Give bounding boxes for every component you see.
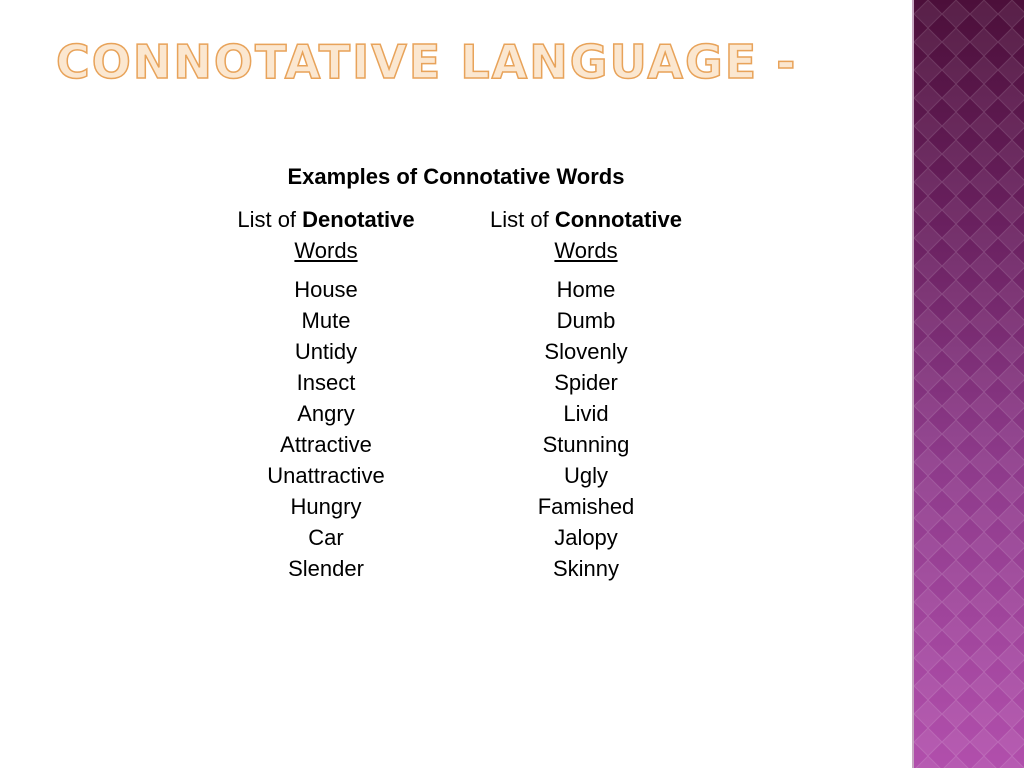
list-item: House [294,277,358,302]
decorative-side-band [912,0,1024,768]
denotative-column-header [196,204,456,266]
denotative-header-prefix: List of [237,207,303,232]
list-item: Skinny [552,556,620,581]
list-item: Insect [296,370,356,395]
diamond-pattern [914,0,1024,768]
list-item: Famished [537,494,635,519]
list-item: Dumb [556,308,616,333]
list-item: Livid [563,401,609,426]
list-item: Angry [297,401,355,426]
list-item: Attractive [280,432,372,457]
list-item: Jalopy [554,525,618,550]
list-item: Stunning [542,432,630,457]
list-item: Car [308,525,344,550]
denotative-header-suffix: Words [294,238,358,263]
connotative-word-list [456,274,716,584]
connotative-header-prefix: List of [490,207,555,232]
list-item: Spider [554,370,618,395]
denotative-column [196,204,456,584]
list-item: Hungry [290,494,362,519]
connotative-column-header [456,204,716,266]
list-item: Untidy [294,339,358,364]
denotative-header-emphasis: Denotative [302,207,415,232]
denotative-word-list [196,274,456,584]
slide-title: CONNOTATIVE LANGUAGE - [56,35,798,89]
list-item: Mute [301,308,351,333]
connotative-header-emphasis: Connotative [554,207,682,232]
list-item: Home [556,277,616,302]
connotative-header-suffix: Words [554,238,618,263]
list-item: Slender [288,556,364,581]
list-item: Slovenly [544,339,628,364]
table-columns [196,204,716,584]
connotative-words-table [196,160,716,584]
table-caption: Examples of Connotative Words [287,164,625,189]
list-item: Unattractive [267,463,385,488]
list-item: Ugly [563,463,608,488]
connotative-column [456,204,716,584]
